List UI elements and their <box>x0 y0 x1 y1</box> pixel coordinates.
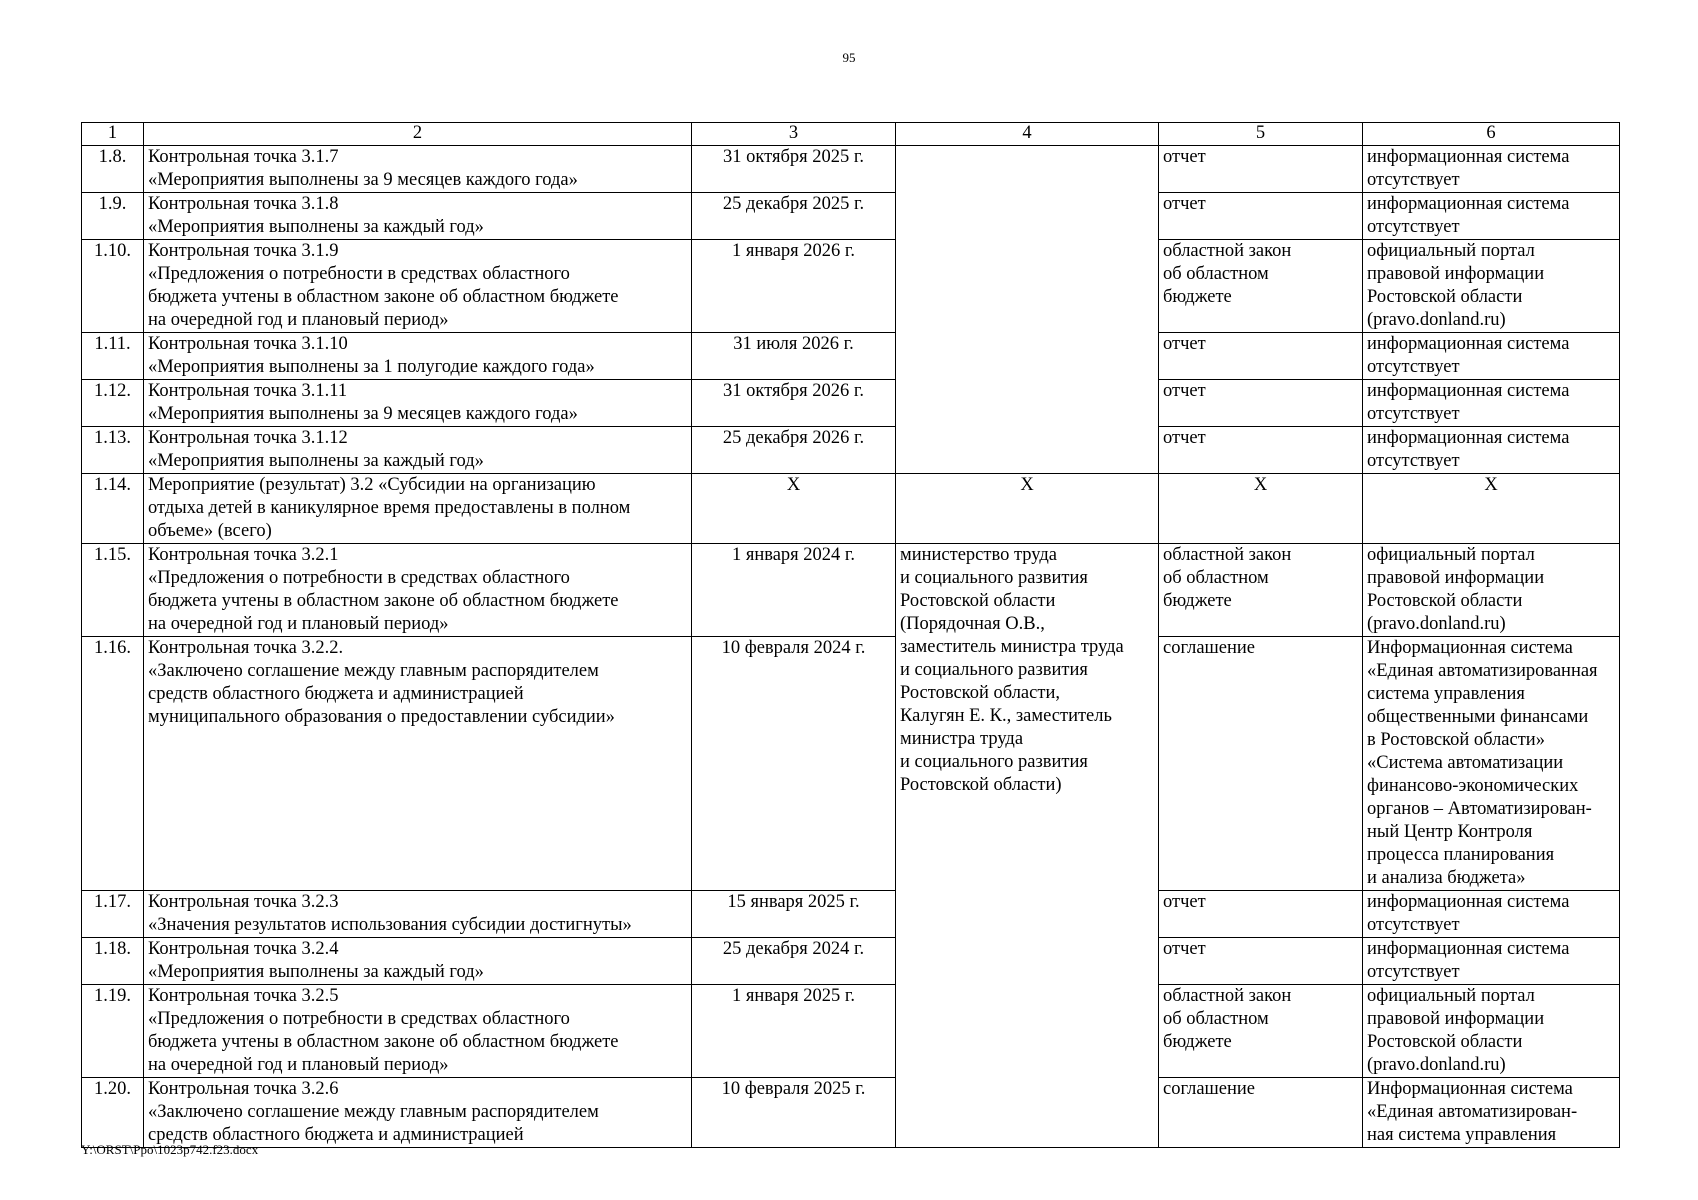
row-document: соглашение <box>1159 637 1363 891</box>
header-cell: 1 <box>82 123 144 146</box>
table-row <box>82 380 1620 427</box>
row-info-system: информационная система отсутствует <box>1363 380 1620 427</box>
row-number: 1.14. <box>82 474 144 544</box>
control-points-table <box>81 122 1620 1148</box>
row-document: отчет <box>1159 427 1363 474</box>
row-info-system: Информационная система «Единая автоматизирован- ная система управления <box>1363 1078 1620 1148</box>
row-name: Контрольная точка 3.2.6 «Заключено соглашение между главным распорядителем средств областного бюджета и администрацией <box>144 1078 692 1148</box>
table-row <box>82 427 1620 474</box>
row-name: Контрольная точка 3.2.5 «Предложения о потребности в средствах областного бюджета учтены в областном законе об областном бюджете на очередной год и плановый период» <box>144 985 692 1078</box>
row-number: 1.10. <box>82 240 144 333</box>
row-info-system: Информационная система «Единая автоматизированная система управления общественными финансами в Ростовской области» «Система автоматизации финансово-экономических органов – Автоматизирован- ный Центр Контроля процесса планирования и анализа бюджета» <box>1363 637 1620 891</box>
header-cell: 5 <box>1159 123 1363 146</box>
row-date: 10 февраля 2024 г. <box>692 637 896 891</box>
row-name: Контрольная точка 3.1.11 «Мероприятия выполнены за 9 месяцев каждого года» <box>144 380 692 427</box>
row-date: 15 января 2025 г. <box>692 891 896 938</box>
row-info-system: информационная система отсутствует <box>1363 891 1620 938</box>
row-info-system: информационная система отсутствует <box>1363 193 1620 240</box>
row-name: Контрольная точка 3.1.10 «Мероприятия выполнены за 1 полугодие каждого года» <box>144 333 692 380</box>
table-row <box>82 891 1620 938</box>
row-document: отчет <box>1159 146 1363 193</box>
row-name: Контрольная точка 3.2.3 «Значения результатов использования субсидии достигнуты» <box>144 891 692 938</box>
header-cell: 6 <box>1363 123 1620 146</box>
row-date: 25 декабря 2026 г. <box>692 427 896 474</box>
row-document: областной закон об областном бюджете <box>1159 240 1363 333</box>
row-info-system: официальный портал правовой информации Ростовской области (pravo.donland.ru) <box>1363 240 1620 333</box>
row-document: отчет <box>1159 938 1363 985</box>
row-info-system: информационная система отсутствует <box>1363 146 1620 193</box>
table-row <box>82 146 1620 193</box>
header-row <box>82 123 1620 146</box>
page-number: 95 <box>842 50 856 65</box>
row-date: 1 января 2024 г. <box>692 544 896 637</box>
table-row <box>82 544 1620 637</box>
table-row <box>82 240 1620 333</box>
row-number: 1.8. <box>82 146 144 193</box>
row-name: Контрольная точка 3.2.4 «Мероприятия выполнены за каждый год» <box>144 938 692 985</box>
row-date: 31 октября 2026 г. <box>692 380 896 427</box>
table-row <box>82 474 1620 544</box>
table-row <box>82 985 1620 1078</box>
row-number: 1.18. <box>82 938 144 985</box>
row-date: 1 января 2025 г. <box>692 985 896 1078</box>
row-info-system: официальный портал правовой информации Ростовской области (pravo.donland.ru) <box>1363 985 1620 1078</box>
row-name: Контрольная точка 3.1.8 «Мероприятия выполнены за каждый год» <box>144 193 692 240</box>
row-number: 1.15. <box>82 544 144 637</box>
row-number: 1.16. <box>82 637 144 891</box>
row-date: 31 октября 2025 г. <box>692 146 896 193</box>
table-row <box>82 637 1620 891</box>
row-number: 1.11. <box>82 333 144 380</box>
row-date: 25 декабря 2025 г. <box>692 193 896 240</box>
row-document: отчет <box>1159 380 1363 427</box>
row-date: 1 января 2026 г. <box>692 240 896 333</box>
row-document: соглашение <box>1159 1078 1363 1148</box>
row-name: Контрольная точка 3.1.7 «Мероприятия выполнены за 9 месяцев каждого года» <box>144 146 692 193</box>
row-info-system: X <box>1363 474 1620 544</box>
row-responsible: X <box>896 474 1159 544</box>
row-name: Контрольная точка 3.2.1 «Предложения о потребности в средствах областного бюджета учтены в областном законе об областном бюджете на очередной год и плановый период» <box>144 544 692 637</box>
row-date: 25 декабря 2024 г. <box>692 938 896 985</box>
row-number: 1.12. <box>82 380 144 427</box>
row-number: 1.17. <box>82 891 144 938</box>
responsible-cell: министерство труда и социального развития Ростовской области (Порядочная О.В., заместитель министра труда и социального развития Ростовской области, Калугян Е. К., заместитель министра труда и социального развития Ростовской области) <box>896 544 1159 1148</box>
row-info-system: информационная система отсутствует <box>1363 333 1620 380</box>
row-document: отчет <box>1159 193 1363 240</box>
row-name: Контрольная точка 3.1.12 «Мероприятия выполнены за каждый год» <box>144 427 692 474</box>
row-document: отчет <box>1159 333 1363 380</box>
row-name: Контрольная точка 3.1.9 «Предложения о потребности в средствах областного бюджета учтены в областном законе об областном бюджете на очередной год и плановый период» <box>144 240 692 333</box>
row-number: 1.20. <box>82 1078 144 1148</box>
header-cell: 3 <box>692 123 896 146</box>
row-info-system: информационная система отсутствует <box>1363 427 1620 474</box>
row-number: 1.9. <box>82 193 144 240</box>
header-cell: 4 <box>896 123 1159 146</box>
header-cell: 2 <box>144 123 692 146</box>
table-row <box>82 938 1620 985</box>
table-row <box>82 193 1620 240</box>
row-info-system: информационная система отсутствует <box>1363 938 1620 985</box>
row-document: X <box>1159 474 1363 544</box>
responsible-cell-empty <box>896 146 1159 474</box>
row-document: отчет <box>1159 891 1363 938</box>
row-date: 31 июля 2026 г. <box>692 333 896 380</box>
row-date: 10 февраля 2025 г. <box>692 1078 896 1148</box>
row-number: 1.19. <box>82 985 144 1078</box>
row-date: X <box>692 474 896 544</box>
row-name: Мероприятие (результат) 3.2 «Субсидии на организацию отдыха детей в каникулярное время предоставлены в полном объеме» (всего) <box>144 474 692 544</box>
row-info-system: официальный портал правовой информации Ростовской области (pravo.donland.ru) <box>1363 544 1620 637</box>
row-document: областной закон об областном бюджете <box>1159 544 1363 637</box>
row-name: Контрольная точка 3.2.2. «Заключено соглашение между главным распорядителем средств областного бюджета и администрацией муниципального образования о предоставлении субсидии» <box>144 637 692 891</box>
table-row <box>82 333 1620 380</box>
row-document: областной закон об областном бюджете <box>1159 985 1363 1078</box>
footer-file-path: Y:\ORST\Ppo\1023p742.f23.docx <box>81 1142 259 1157</box>
row-number: 1.13. <box>82 427 144 474</box>
table-row <box>82 1078 1620 1148</box>
